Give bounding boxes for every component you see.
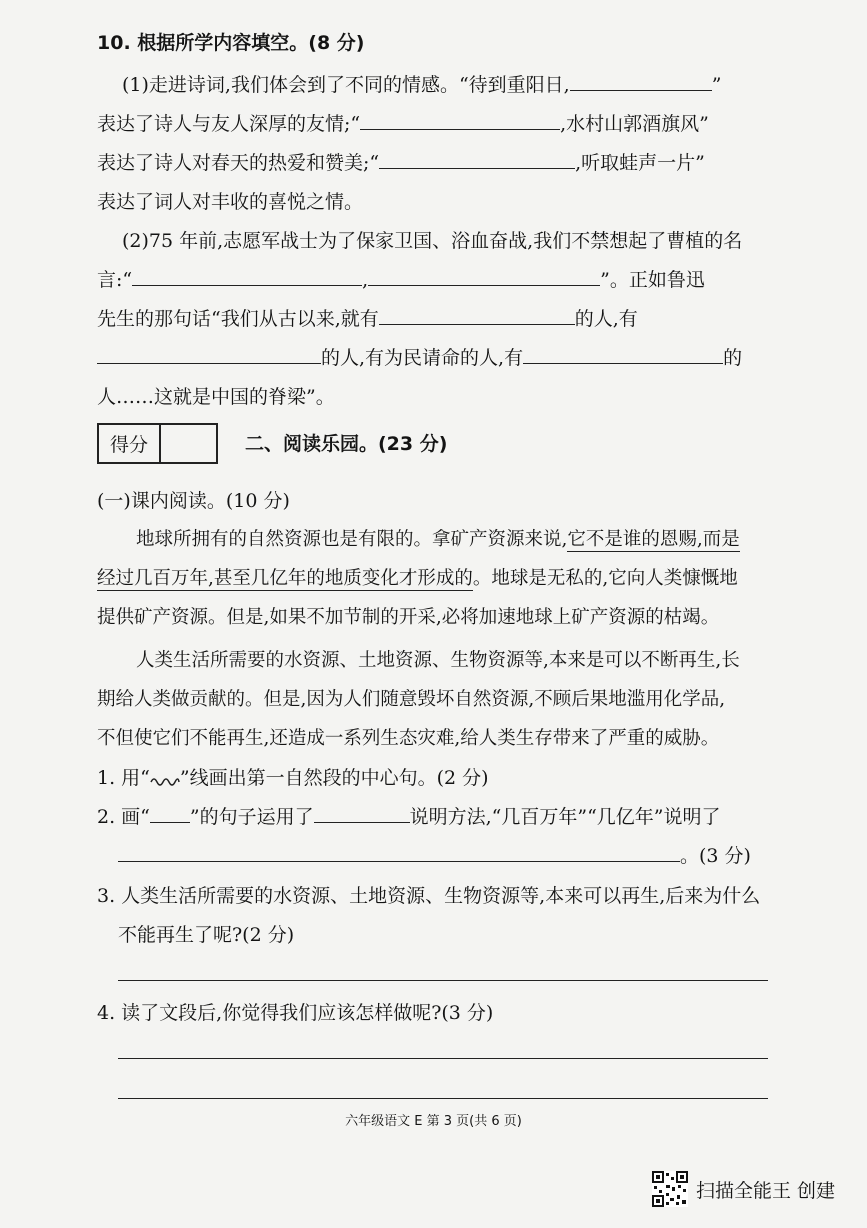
question-4: 4. 读了文段后,你觉得我们应该怎样做呢?(3 分) <box>97 1002 494 1024</box>
para1-line2: 经过几百万年,甚至几亿年的地质变化才形成的。地球是无私的,它向人类慷慨地 <box>97 568 738 589</box>
para1-line3: 提供矿产资源。但是,如果不加节制的开采,必将加速地球上矿产资源的枯竭。 <box>97 607 720 628</box>
q10-title: 10. 根据所学内容填空。(8 分) <box>97 32 365 54</box>
blank-3[interactable] <box>379 150 575 169</box>
blank-5[interactable] <box>368 267 600 286</box>
blank-4[interactable] <box>132 267 362 286</box>
q10-p2-line3: 先生的那句话“我们从古以来,就有 的人,有 <box>97 308 638 330</box>
score-cell[interactable] <box>161 425 216 462</box>
page-footer: 六年级语文 E 第 3 页(共 6 页) <box>345 1114 522 1129</box>
question-3-line1: 3. 人类生活所需要的水资源、土地资源、生物资源等,本来可以再生,后来为什么 <box>97 885 761 907</box>
q10-p2-line1: (2)75 年前,志愿军战士为了保家卫国、浴血奋战,我们不禁想起了曹植的名 <box>122 230 743 252</box>
para2-line1: 人类生活所需要的水资源、土地资源、生物资源等,本来是可以不断再生,长 <box>136 650 740 671</box>
q10-p1-line4: 表达了词人对丰收的喜悦之情。 <box>97 191 364 213</box>
straight-line-sample <box>150 804 190 823</box>
scanner-watermark <box>652 1171 835 1207</box>
blank-1[interactable] <box>570 72 712 91</box>
question-3-line2: 不能再生了呢?(2 分) <box>118 924 295 946</box>
q10-p1-line2: 表达了诗人与友人深厚的友情;“ ,水村山郭酒旗风” <box>97 113 709 135</box>
question-2-line2: 。(3 分) <box>118 843 751 869</box>
qr-code-icon <box>652 1171 688 1207</box>
question-1: 1. 用“ ”线画出第一自然段的中心句。(2 分) <box>97 767 489 789</box>
part1-title: (一)课内阅读。(10 分) <box>97 490 290 512</box>
answer-line-q4-1[interactable] <box>118 1058 768 1059</box>
wavy-line-icon <box>150 772 180 786</box>
q10-p2-line2: 言:“ , ”。正如鲁迅 <box>97 269 705 291</box>
para2-line3: 不但使它们不能再生,还造成一系列生态灾难,给人类生存带来了严重的威胁。 <box>97 728 720 749</box>
q10-p2-line4: 的人,有为民请命的人,有 的 <box>97 345 742 371</box>
scanner-label: 扫描全能王 创建 <box>696 1179 836 1202</box>
score-box <box>97 423 218 464</box>
answer-line-q3[interactable] <box>118 980 768 981</box>
score-label: 得分 <box>99 425 161 462</box>
answer-line-q4-2[interactable] <box>118 1098 768 1099</box>
q10-p1-line3: 表达了诗人对春天的热爱和赞美;“ ,听取蛙声一片” <box>97 152 705 174</box>
q10-p1-line1: (1)走进诗词,我们体会到了不同的情感。“待到重阳日, ” <box>122 74 722 96</box>
blank-q2-meaning[interactable] <box>118 843 680 862</box>
blank-2[interactable] <box>360 111 560 130</box>
blank-8[interactable] <box>523 345 723 364</box>
question-2: 2. 画“ ”的句子运用了 说明方法,“几百万年”“几亿年”说明了 <box>97 806 721 828</box>
blank-6[interactable] <box>379 306 575 325</box>
section2-title: 二、阅读乐园。(23 分) <box>245 433 448 455</box>
blank-7[interactable] <box>97 345 321 364</box>
q10-p2-line5: 人……这就是中国的脊梁”。 <box>97 386 335 408</box>
para2-line2: 期给人类做贡献的。但是,因为人们随意毁坏自然资源,不顾后果地滥用化学品, <box>97 689 726 710</box>
blank-q2-method[interactable] <box>314 804 410 823</box>
para1-line1: 地球所拥有的自然资源也是有限的。拿矿产资源来说,它不是谁的恩赐,而是 <box>136 529 740 550</box>
